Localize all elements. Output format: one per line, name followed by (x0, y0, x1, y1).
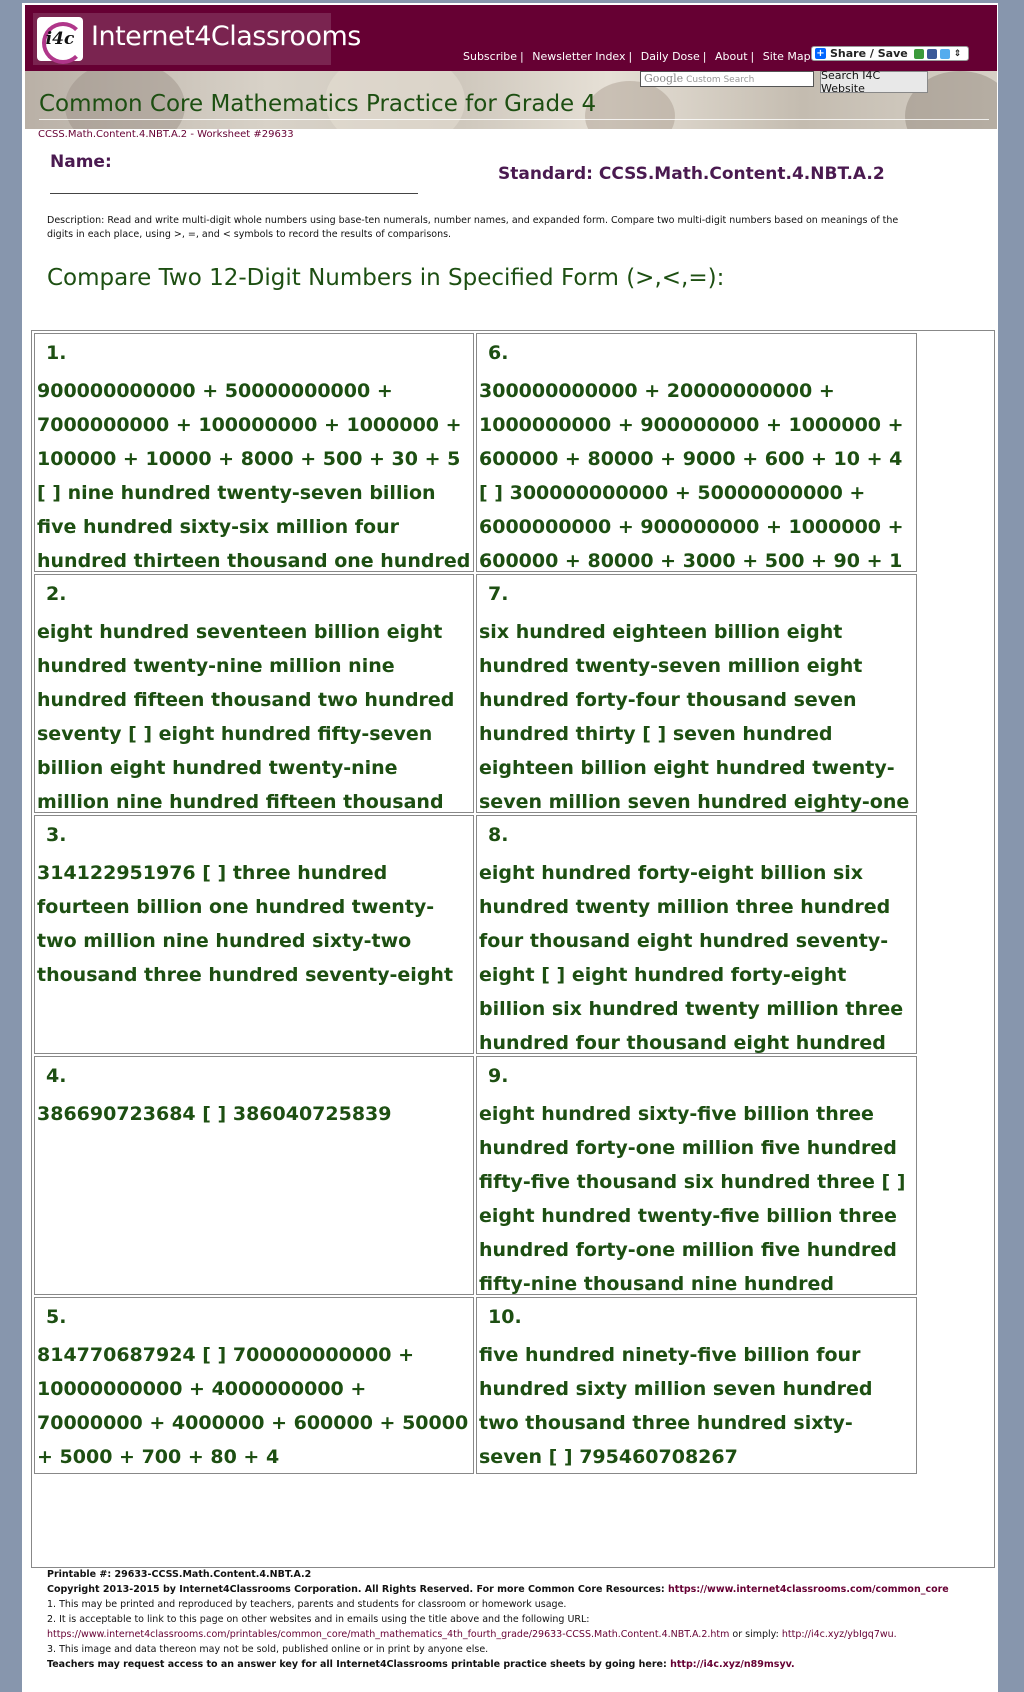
name-label: Name: (50, 152, 112, 172)
nav-daily-dose[interactable]: Daily Dose (640, 50, 700, 63)
standard-label: Standard: CCSS.Math.Content.4.NBT.A.2 (498, 164, 885, 184)
footer (47, 1567, 987, 1672)
problem-cell-4 (34, 1056, 474, 1295)
nav-subscribe[interactable]: Subscribe (463, 50, 518, 63)
problem-cell-3 (34, 815, 474, 1054)
banner (25, 71, 997, 129)
problem-number: 1. (46, 342, 67, 364)
page-title: Common Core Mathematics Practice for Grade 4 (39, 91, 597, 117)
description: Description: Read and write multi-digit whole numbers using base-ten numerals, number names, and expanded form. Compare two multi-digit numbers based on meanings of the digits in each place, using >, =, and < symbols to record the results of comparisons. (47, 215, 899, 240)
footer-note-2: 2. It is acceptable to link to this page on other websites and in emails using the title above and the following URL: (47, 1614, 590, 1625)
problem-number: 3. (46, 824, 67, 846)
answer-key-link[interactable]: http://i4c.xyz/n89msyv. (670, 1659, 795, 1670)
search-button[interactable]: Search I4C Website (820, 71, 928, 93)
site-logo[interactable] (33, 13, 361, 65)
problem-number: 5. (46, 1306, 67, 1328)
problem-number: 6. (488, 342, 509, 364)
footer-note-1: 1. This may be printed and reproduced by teachers, parents and students for classroom or homework usage. (47, 1599, 567, 1610)
problem-number: 2. (46, 583, 67, 605)
problem-number: 8. (488, 824, 509, 846)
problem-cell-7 (476, 574, 917, 813)
page (22, 3, 998, 1692)
name-line (50, 193, 418, 194)
nav-about[interactable]: About (714, 50, 748, 63)
problem-cell-1 (34, 333, 474, 572)
banner-divider (39, 119, 989, 120)
problem-text: six hundred eighteen billion eight hundred twenty-seven million eight hundred forty-four thousand seven hundred thirty [ ] seven hundred eighteen billion eight hundred twenty-seven million seven hundred eighty-one (479, 621, 910, 813)
problem-text: eight hundred sixty-five billion three hundred forty-one million five hundred fifty-five thousand six hundred three [ ] eight hundred twenty-five billion three hundred forty-one million five hundred fifty-nine thousand nine hundred (479, 1103, 906, 1295)
problem-text: eight hundred forty-eight billion six hundred twenty million three hundred four thousand eight hundred seventy-eight [ ] eight hundred forty-eight billion six hundred twenty million three hundred four thousand eight hundred (479, 862, 904, 1054)
footer-note-3: 3. This image and data thereon may not be sold, published online or in print by anyone else. (47, 1644, 489, 1655)
problem-cell-5 (34, 1297, 474, 1474)
nav-newsletter-index[interactable]: Newsletter Index (532, 50, 626, 63)
section-title: Compare Two 12-Digit Numbers in Specified Form (>,<,=): (47, 265, 725, 291)
share-dropdown-icon: ⇕ (953, 48, 962, 59)
share-save-button[interactable]: + Share / Save ⇕ (811, 46, 969, 61)
problem-text: 900000000000 + 50000000000 + 7000000000 + 100000000 + 1000000 + 100000 + 10000 + 8000 + 500 + 30 + 5 [ ] nine hundred twenty-seven billion five hundred sixty-six million four hundred thirteen thousand one hundred (37, 380, 471, 572)
problem-cell-10 (476, 1297, 917, 1474)
email-share-icon (914, 49, 924, 59)
share-plus-icon: + (816, 48, 825, 59)
problem-text: 386690723684 [ ] 386040725839 (37, 1103, 392, 1125)
problem-text: eight hundred seventeen billion eight hundred twenty-nine million nine hundred fifteen thousand two hundred seventy [ ] eight hundred fifty-seven billion eight hundred twenty-nine million nine hundred fifteen thousand (37, 621, 455, 813)
copyright: Copyright 2013-2015 by Internet4Classrooms Corporation. All Rights Reserved. For more Common Core Resources: https://www.internet4classrooms.com/common_core (47, 1584, 949, 1595)
problem-cell-6 (476, 333, 917, 572)
footer-url: https://www.internet4classrooms.com/printables/common_core/math_mathematics_4th_fourth_grade/29633-CCSS.Math.Content.4.NBT.A.2.htm or simply: http://i4c.xyz/ybIgq7wu. (47, 1629, 897, 1640)
twitter-share-icon (940, 49, 950, 59)
problem-cell-8 (476, 815, 917, 1054)
problems-table (31, 330, 995, 1568)
printable-number: Printable #: 29633-CCSS.Math.Content.4.NBT.A.2 (47, 1569, 312, 1580)
logo-badge-icon: i4c (37, 17, 83, 61)
problem-text: 314122951976 [ ] three hundred fourteen billion one hundred twenty-two million nine hundred sixty-two thousand three hundred seventy-eight (37, 862, 454, 986)
search-input[interactable]: Google Custom Search (640, 71, 814, 87)
problem-number: 10. (488, 1306, 522, 1328)
facebook-share-icon (927, 49, 937, 59)
worksheet-id: CCSS.Math.Content.4.NBT.A.2 - Worksheet #29633 (38, 129, 294, 140)
problem-number: 9. (488, 1065, 509, 1087)
problem-text: 300000000000 + 20000000000 + 1000000000 + 900000000 + 1000000 + 600000 + 80000 + 9000 + 600 + 10 + 4 [ ] 300000000000 + 50000000000 + 6000000000 + 900000000 + 1000000 + 600000 + 80000 + 3000 + 500 + 90 + 1 (479, 380, 904, 572)
top-nav: Subscribe | Newsletter Index | Daily Dose | About | Site Map (463, 50, 811, 63)
problem-number: 7. (488, 583, 509, 605)
problem-text: 814770687924 [ ] 700000000000 + 10000000000 + 4000000000 + 70000000 + 4000000 + 600000 + 50000 + 5000 + 700 + 80 + 4 (37, 1344, 469, 1468)
common-core-link[interactable]: https://www.internet4classrooms.com/common_core (668, 1584, 949, 1595)
worksheet-url-link[interactable]: https://www.internet4classrooms.com/printables/common_core/math_mathematics_4th_fourth_grade/29633-CCSS.Math.Content.4.NBT.A.2.htm (47, 1629, 730, 1640)
problem-cell-2 (34, 574, 474, 813)
site-header (25, 5, 997, 71)
logo-text: Internet4Classrooms (91, 21, 361, 52)
nav-site-map[interactable]: Site Map (762, 50, 811, 63)
problem-cell-9 (476, 1056, 917, 1295)
answer-key-note: Teachers may request access to an answer key for all Internet4Classrooms printable practice sheets by going here: http://i4c.xyz/n89msyv. (47, 1659, 795, 1670)
problem-text: five hundred ninety-five billion four hundred sixty million seven hundred two thousand three hundred sixty-seven [ ] 795460708267 (479, 1344, 873, 1468)
problem-number: 4. (46, 1065, 67, 1087)
short-url-link[interactable]: http://i4c.xyz/ybIgq7wu. (781, 1629, 897, 1640)
